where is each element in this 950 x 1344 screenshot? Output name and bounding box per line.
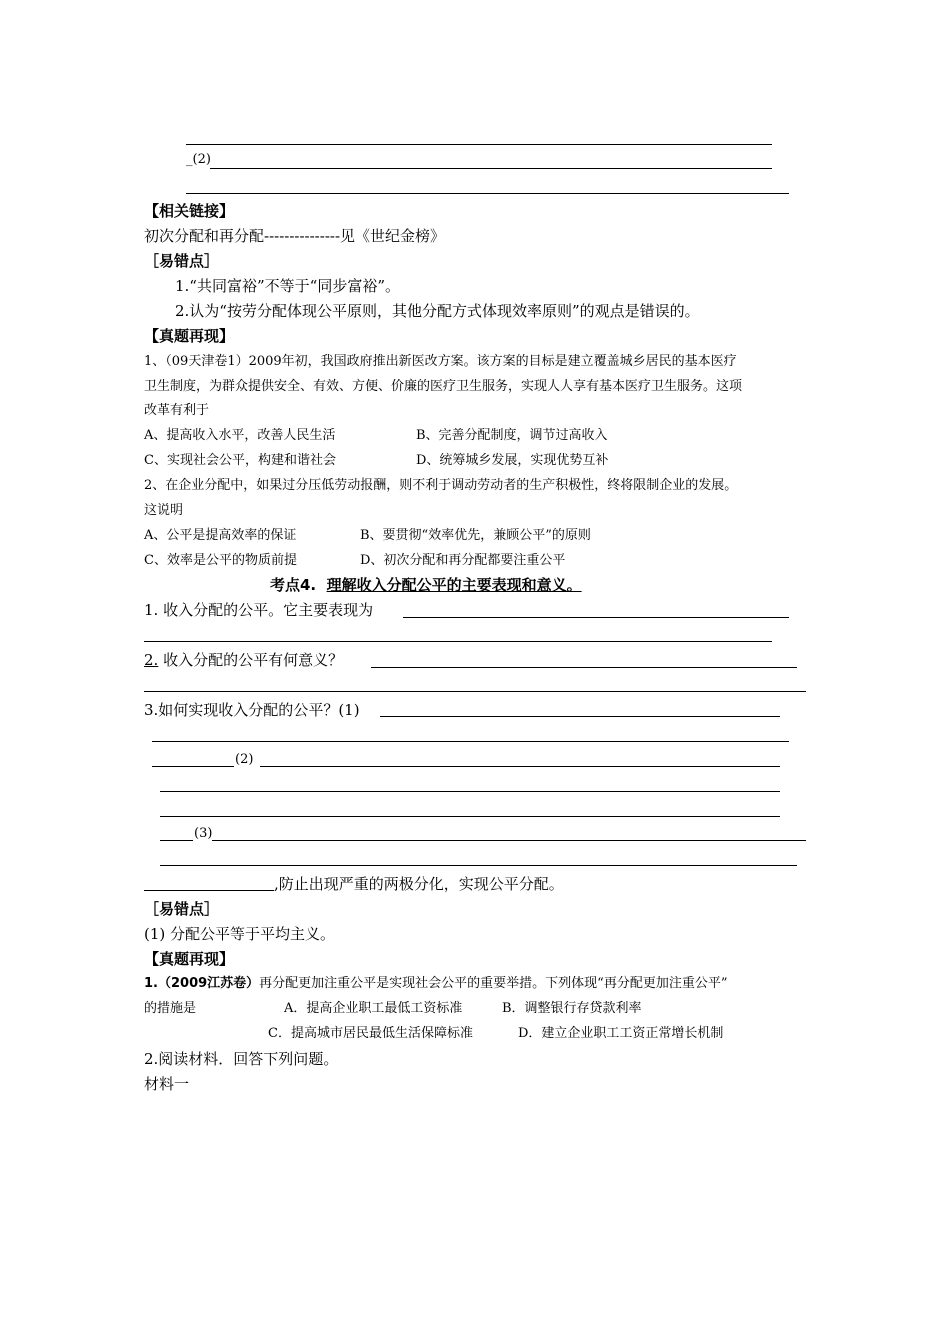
- fill-question-2: [144, 653, 343, 668]
- question-text: 2.阅读材料．回答下列问题。: [144, 1050, 339, 1068]
- section-prefix: 考点4.: [270, 576, 317, 594]
- question-text: 收入分配的公平有何意义？: [158, 651, 344, 669]
- answer-line: [160, 840, 193, 841]
- question-text: 卫生制度，为群众提供安全、有效、方便、价廉的医疗卫生服务，实现人人享有基本医疗卫生服务。这项: [144, 379, 743, 394]
- error-point-item: 2.认为“按劳分配体现公平原则，其他分配方式体现效率原则”的观点是错误的。: [175, 302, 700, 320]
- answer-line: [144, 641, 772, 642]
- section-title-text: 理解收入分配公平的主要表现和意义。: [326, 576, 582, 594]
- option-a: A、提高收入水平，改善人民生活: [144, 428, 336, 443]
- answer-line: [160, 865, 797, 866]
- fill-question-1: 1. 收入分配的公平。它主要表现为: [144, 601, 374, 619]
- option-b: B、要贯彻“效率优先，兼顾公平”的原则: [360, 528, 591, 543]
- answer-mark-3: (3): [194, 826, 213, 841]
- answer-line: [260, 766, 780, 767]
- answer-line: [186, 193, 789, 194]
- answer-line: [152, 766, 234, 767]
- related-link-heading: 【相关链接】: [144, 202, 235, 220]
- answer-line: [144, 890, 274, 891]
- option-a: A．提高企业职工最低工资标准: [284, 1001, 463, 1016]
- question-text: [144, 977, 727, 990]
- question-text: 改革有利于: [144, 403, 210, 418]
- answer-line: [186, 144, 772, 145]
- error-points-heading: ［易错点］: [144, 900, 220, 918]
- answer-mark-2: (2): [235, 752, 254, 767]
- real-questions-heading: 【真题再现】: [144, 327, 235, 345]
- option-c: C、实现社会公平，构建和谐社会: [144, 453, 336, 468]
- error-point-item: (1) 分配公平等于平均主义。: [144, 925, 336, 943]
- option-d: D、统筹城乡发展，实现优势互补: [416, 453, 609, 468]
- real-questions-heading: 【真题再现】: [144, 950, 235, 968]
- question-source: （2009江苏卷）: [157, 976, 260, 991]
- answer-line: [152, 741, 789, 742]
- answer-line: [380, 716, 780, 717]
- option-b: B．调整银行存贷款利率: [502, 1001, 642, 1016]
- answer-line: [144, 691, 806, 692]
- fill-question-3: 3.如何实现收入分配的公平？(1): [144, 701, 360, 719]
- question-text: 这说明: [144, 503, 184, 518]
- fill-question-3-end: ,防止出现严重的两极分化，实现公平分配。: [274, 875, 564, 893]
- option-b: B、完善分配制度，调节过高收入: [416, 428, 608, 443]
- answer-mark-2: _(2): [186, 152, 211, 167]
- option-c: C、效率是公平的物质前提: [144, 553, 297, 568]
- question-text: 2、在企业分配中，如果过分压低劳动报酬，则不利于调动劳动者的生产积极性，终将限制企业的发展。: [144, 478, 738, 493]
- question-number: 1.: [144, 976, 158, 991]
- section-title: [270, 578, 582, 593]
- question-body: 再分配更加注重公平是实现社会公平的重要举措。下列体现“再分配更加注重公平”: [259, 976, 728, 991]
- answer-line: [371, 667, 797, 668]
- question-number: 2.: [144, 651, 159, 669]
- option-d: D、初次分配和再分配都要注重公平: [360, 553, 566, 568]
- answer-line: [212, 840, 806, 841]
- option-d: D．建立企业职工工资正常增长机制: [518, 1026, 724, 1041]
- error-point-item: 1.“共同富裕”不等于“同步富裕”。: [175, 277, 400, 295]
- question-text: 的措施是: [144, 1001, 197, 1016]
- answer-line: [160, 816, 780, 817]
- question-text: 1、（09天津卷1）2009年初，我国政府推出新医改方案。该方案的目标是建立覆盖城乡居民的基本医疗: [144, 354, 737, 369]
- material-label: 材料一: [144, 1075, 190, 1093]
- option-a: A、公平是提高效率的保证: [144, 528, 297, 543]
- related-link-text: 初次分配和再分配---------------见《世纪金榜》: [144, 227, 446, 245]
- option-c: C．提高城市居民最低生活保障标准: [268, 1026, 473, 1041]
- error-points-heading: ［易错点］: [144, 252, 220, 270]
- answer-line: [160, 791, 780, 792]
- answer-line: [210, 168, 772, 169]
- answer-line: [403, 617, 789, 618]
